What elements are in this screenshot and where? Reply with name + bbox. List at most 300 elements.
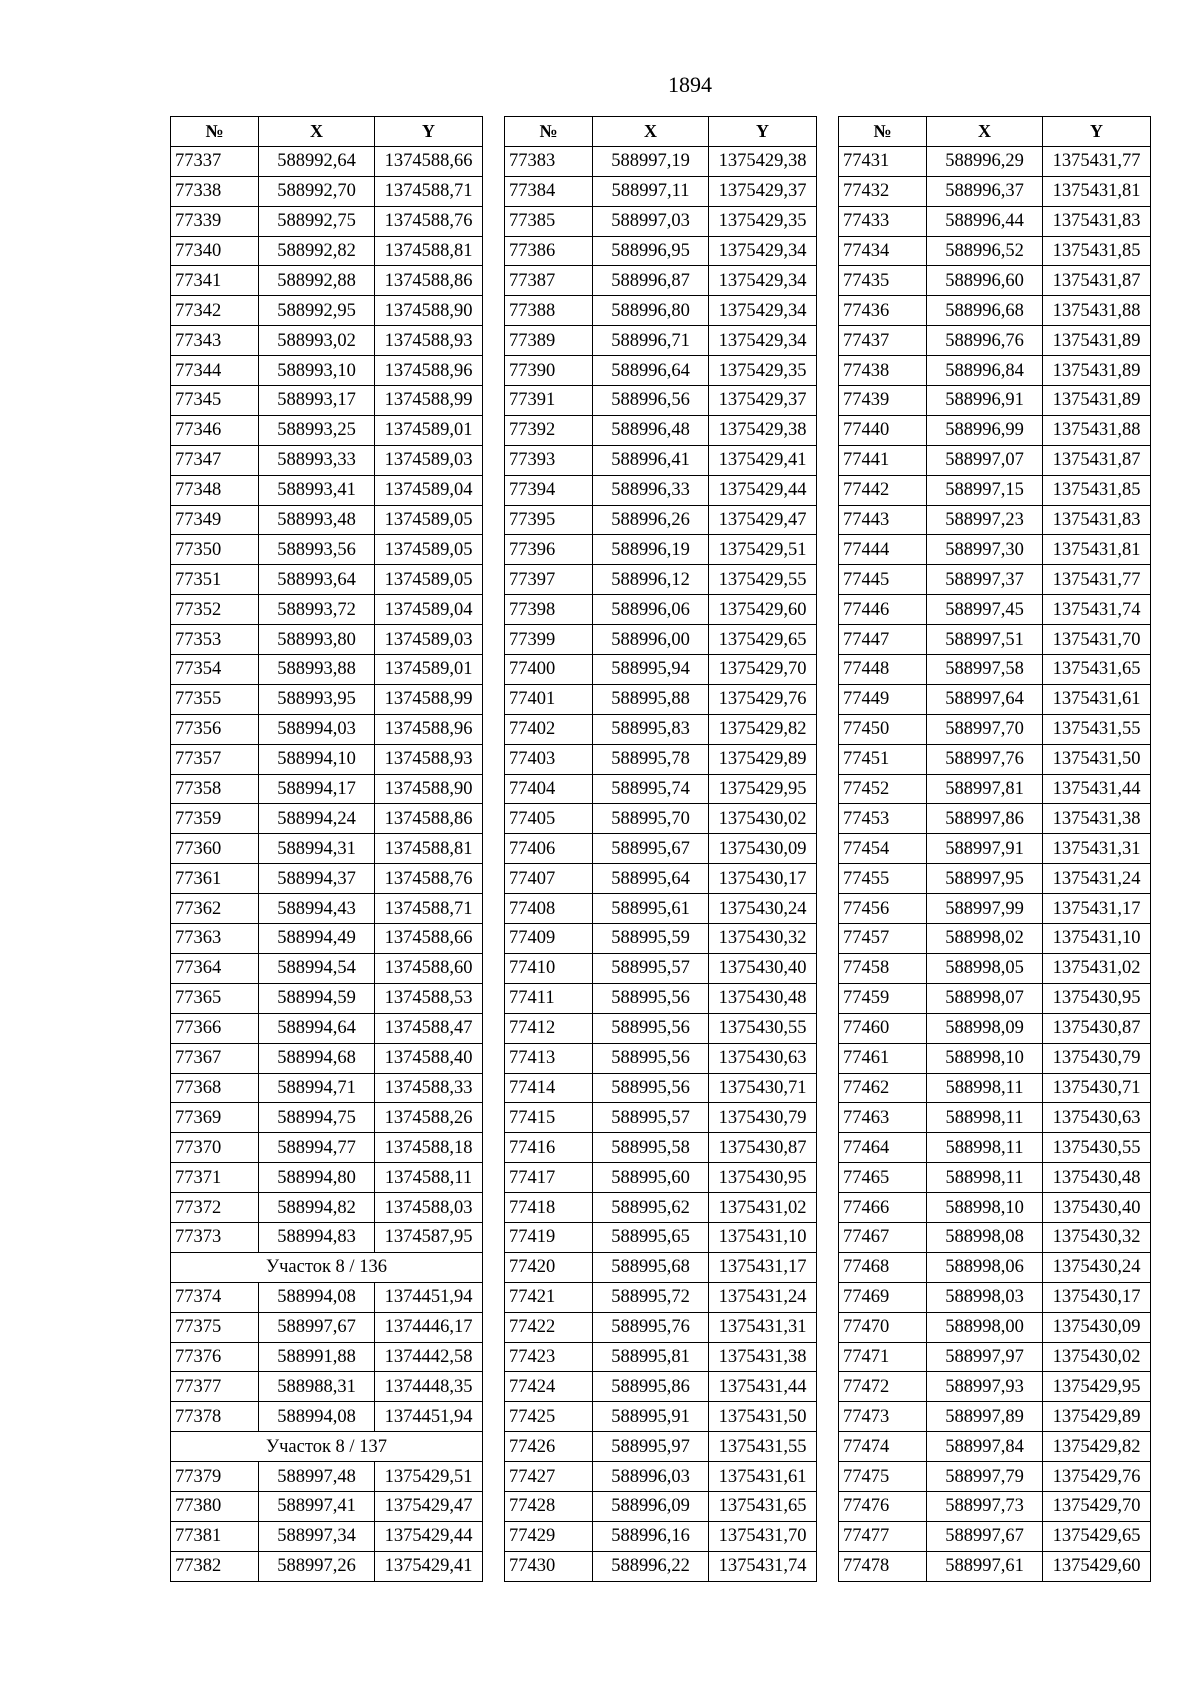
y-coordinate-cell: 1374588,86	[375, 266, 483, 296]
y-coordinate-cell: 1375431,77	[1043, 146, 1151, 176]
x-coordinate-cell: 588995,94	[593, 655, 709, 685]
x-coordinate-cell: 588994,24	[259, 804, 375, 834]
table-row	[505, 415, 817, 445]
y-coordinate-cell: 1374588,40	[375, 1043, 483, 1073]
table-row	[171, 505, 483, 535]
point-number-cell: 77466	[839, 1193, 927, 1223]
y-coordinate-cell: 1374589,04	[375, 475, 483, 505]
point-number-cell: 77393	[505, 445, 593, 475]
table-row	[171, 176, 483, 206]
table-row	[171, 684, 483, 714]
table-row	[839, 206, 1151, 236]
y-coordinate-cell: 1375430,55	[1043, 1133, 1151, 1163]
column-header-y: Y	[709, 117, 817, 147]
x-coordinate-cell: 588994,31	[259, 834, 375, 864]
x-coordinate-cell: 588992,64	[259, 146, 375, 176]
point-number-cell: 77419	[505, 1222, 593, 1252]
y-coordinate-cell: 1375431,70	[709, 1521, 817, 1551]
point-number-cell: 77476	[839, 1491, 927, 1521]
table-row	[839, 1073, 1151, 1103]
y-coordinate-cell: 1374589,01	[375, 415, 483, 445]
point-number-cell: 77364	[171, 953, 259, 983]
table-row	[171, 146, 483, 176]
table-row	[505, 894, 817, 924]
y-coordinate-cell: 1375429,47	[709, 505, 817, 535]
point-number-cell: 77427	[505, 1462, 593, 1492]
y-coordinate-cell: 1375431,83	[1043, 206, 1151, 236]
x-coordinate-cell: 588996,26	[593, 505, 709, 535]
table-row	[171, 953, 483, 983]
point-number-cell: 77453	[839, 804, 927, 834]
x-coordinate-cell: 588995,88	[593, 684, 709, 714]
y-coordinate-cell: 1374588,26	[375, 1103, 483, 1133]
point-number-cell: 77411	[505, 983, 593, 1013]
y-coordinate-cell: 1374589,04	[375, 595, 483, 625]
point-number-cell: 77455	[839, 864, 927, 894]
x-coordinate-cell: 588995,59	[593, 924, 709, 954]
y-coordinate-cell: 1375429,76	[1043, 1462, 1151, 1492]
table-row	[839, 804, 1151, 834]
x-coordinate-cell: 588995,64	[593, 864, 709, 894]
x-coordinate-cell: 588995,74	[593, 774, 709, 804]
x-coordinate-cell: 588992,70	[259, 176, 375, 206]
x-coordinate-cell: 588996,00	[593, 625, 709, 655]
point-number-cell: 77350	[171, 535, 259, 565]
x-coordinate-cell: 588995,81	[593, 1342, 709, 1372]
table-row	[839, 1462, 1151, 1492]
y-coordinate-cell: 1375429,34	[709, 266, 817, 296]
x-coordinate-cell: 588995,67	[593, 834, 709, 864]
y-coordinate-cell: 1375431,50	[709, 1402, 817, 1432]
point-number-cell: 77349	[171, 505, 259, 535]
x-coordinate-cell: 588996,76	[927, 326, 1043, 356]
y-coordinate-cell: 1375431,38	[1043, 804, 1151, 834]
y-coordinate-cell: 1375429,82	[709, 714, 817, 744]
point-number-cell: 77460	[839, 1013, 927, 1043]
point-number-cell: 77369	[171, 1103, 259, 1133]
table-row	[839, 953, 1151, 983]
point-number-cell: 77375	[171, 1312, 259, 1342]
table-row	[171, 206, 483, 236]
y-coordinate-cell: 1374588,96	[375, 714, 483, 744]
point-number-cell: 77408	[505, 894, 593, 924]
y-coordinate-cell: 1375430,87	[1043, 1013, 1151, 1043]
y-coordinate-cell: 1375429,65	[1043, 1521, 1151, 1551]
y-coordinate-cell: 1375430,17	[1043, 1282, 1151, 1312]
y-coordinate-cell: 1375431,44	[709, 1372, 817, 1402]
point-number-cell: 77467	[839, 1222, 927, 1252]
table-row	[839, 924, 1151, 954]
point-number-cell: 77392	[505, 415, 593, 445]
table-row	[171, 415, 483, 445]
y-coordinate-cell: 1374588,66	[375, 924, 483, 954]
point-number-cell: 77449	[839, 684, 927, 714]
x-coordinate-cell: 588993,02	[259, 326, 375, 356]
x-coordinate-cell: 588994,75	[259, 1103, 375, 1133]
y-coordinate-cell: 1374589,05	[375, 505, 483, 535]
y-coordinate-cell: 1374588,81	[375, 834, 483, 864]
table-row	[839, 1222, 1151, 1252]
y-coordinate-cell: 1374587,95	[375, 1222, 483, 1252]
x-coordinate-cell: 588997,11	[593, 176, 709, 206]
y-coordinate-cell: 1375429,35	[709, 206, 817, 236]
point-number-cell: 77342	[171, 296, 259, 326]
table-row	[505, 445, 817, 475]
y-coordinate-cell: 1374588,66	[375, 146, 483, 176]
y-coordinate-cell: 1375430,48	[709, 983, 817, 1013]
point-number-cell: 77381	[171, 1521, 259, 1551]
point-number-cell: 77442	[839, 475, 927, 505]
table-row	[839, 1013, 1151, 1043]
point-number-cell: 77420	[505, 1252, 593, 1282]
y-coordinate-cell: 1375429,60	[709, 595, 817, 625]
table-row	[839, 1432, 1151, 1462]
x-coordinate-cell: 588996,60	[927, 266, 1043, 296]
point-number-cell: 77456	[839, 894, 927, 924]
point-number-cell: 77440	[839, 415, 927, 445]
table-row	[171, 1551, 483, 1581]
y-coordinate-cell: 1375431,24	[1043, 864, 1151, 894]
x-coordinate-cell: 588996,84	[927, 356, 1043, 386]
table-row	[171, 1402, 483, 1432]
point-number-cell: 77394	[505, 475, 593, 505]
x-coordinate-cell: 588996,06	[593, 595, 709, 625]
table-row	[839, 386, 1151, 416]
x-coordinate-cell: 588998,08	[927, 1222, 1043, 1252]
y-coordinate-cell: 1374451,94	[375, 1282, 483, 1312]
table-row	[171, 326, 483, 356]
y-coordinate-cell: 1374589,03	[375, 625, 483, 655]
y-coordinate-cell: 1375431,85	[1043, 475, 1151, 505]
table-row	[171, 744, 483, 774]
table-row	[839, 505, 1151, 535]
table-row	[171, 625, 483, 655]
point-number-cell: 77416	[505, 1133, 593, 1163]
point-number-cell: 77409	[505, 924, 593, 954]
table-row	[505, 386, 817, 416]
y-coordinate-cell: 1375429,51	[709, 535, 817, 565]
point-number-cell: 77459	[839, 983, 927, 1013]
table-row	[505, 1432, 817, 1462]
x-coordinate-cell: 588996,19	[593, 535, 709, 565]
point-number-cell: 77391	[505, 386, 593, 416]
column-header-no: №	[171, 117, 259, 147]
point-number-cell: 77355	[171, 684, 259, 714]
point-number-cell: 77443	[839, 505, 927, 535]
table-row	[171, 1133, 483, 1163]
point-number-cell: 77388	[505, 296, 593, 326]
point-number-cell: 77379	[171, 1462, 259, 1492]
table-row	[505, 924, 817, 954]
x-coordinate-cell: 588996,99	[927, 415, 1043, 445]
x-coordinate-cell: 588995,97	[593, 1432, 709, 1462]
point-number-cell: 77431	[839, 146, 927, 176]
table-row	[171, 864, 483, 894]
x-coordinate-cell: 588997,03	[593, 206, 709, 236]
table-row	[839, 475, 1151, 505]
y-coordinate-cell: 1375429,37	[709, 386, 817, 416]
x-coordinate-cell: 588994,82	[259, 1193, 375, 1223]
y-coordinate-cell: 1374588,18	[375, 1133, 483, 1163]
x-coordinate-cell: 588992,75	[259, 206, 375, 236]
table-row	[171, 894, 483, 924]
y-coordinate-cell: 1375430,95	[1043, 983, 1151, 1013]
x-coordinate-cell: 588997,99	[927, 894, 1043, 924]
point-number-cell: 77385	[505, 206, 593, 236]
table-row	[171, 565, 483, 595]
y-coordinate-cell: 1375429,41	[709, 445, 817, 475]
table-row	[505, 1491, 817, 1521]
table-row	[505, 1312, 817, 1342]
x-coordinate-cell: 588995,56	[593, 983, 709, 1013]
table-row	[839, 983, 1151, 1013]
table-row	[839, 625, 1151, 655]
table-row	[505, 1043, 817, 1073]
y-coordinate-cell: 1375431,61	[709, 1462, 817, 1492]
x-coordinate-cell: 588994,08	[259, 1402, 375, 1432]
x-coordinate-cell: 588993,33	[259, 445, 375, 475]
x-coordinate-cell: 588997,97	[927, 1342, 1043, 1372]
table-row	[505, 1073, 817, 1103]
table-row	[505, 1222, 817, 1252]
x-coordinate-cell: 588994,68	[259, 1043, 375, 1073]
table-row	[839, 565, 1151, 595]
y-coordinate-cell: 1375431,88	[1043, 415, 1151, 445]
table-row	[839, 744, 1151, 774]
x-coordinate-cell: 588997,45	[927, 595, 1043, 625]
point-number-cell: 77406	[505, 834, 593, 864]
point-number-cell: 77405	[505, 804, 593, 834]
point-number-cell: 77438	[839, 356, 927, 386]
point-number-cell: 77362	[171, 894, 259, 924]
point-number-cell: 77433	[839, 206, 927, 236]
y-coordinate-cell: 1375430,48	[1043, 1163, 1151, 1193]
x-coordinate-cell: 588997,86	[927, 804, 1043, 834]
table-row	[505, 535, 817, 565]
table-body	[839, 146, 1151, 1581]
point-number-cell: 77341	[171, 266, 259, 296]
table-row	[171, 266, 483, 296]
table-row	[839, 1043, 1151, 1073]
x-coordinate-cell: 588996,03	[593, 1462, 709, 1492]
table-row	[505, 565, 817, 595]
x-coordinate-cell: 588998,05	[927, 953, 1043, 983]
point-number-cell: 77469	[839, 1282, 927, 1312]
x-coordinate-cell: 588997,79	[927, 1462, 1043, 1492]
table-row	[171, 1521, 483, 1551]
point-number-cell: 77432	[839, 176, 927, 206]
table-row	[839, 1372, 1151, 1402]
point-number-cell: 77436	[839, 296, 927, 326]
point-number-cell: 77404	[505, 774, 593, 804]
x-coordinate-cell: 588992,95	[259, 296, 375, 326]
y-coordinate-cell: 1375430,24	[709, 894, 817, 924]
table-row	[171, 983, 483, 1013]
table-row	[839, 595, 1151, 625]
x-coordinate-cell: 588997,89	[927, 1402, 1043, 1432]
table-row	[505, 774, 817, 804]
y-coordinate-cell: 1375431,55	[1043, 714, 1151, 744]
point-number-cell: 77471	[839, 1342, 927, 1372]
y-coordinate-cell: 1375430,32	[709, 924, 817, 954]
x-coordinate-cell: 588995,65	[593, 1222, 709, 1252]
y-coordinate-cell: 1375431,65	[1043, 655, 1151, 685]
point-number-cell: 77339	[171, 206, 259, 236]
x-coordinate-cell: 588991,88	[259, 1342, 375, 1372]
x-coordinate-cell: 588996,33	[593, 475, 709, 505]
x-coordinate-cell: 588995,86	[593, 1372, 709, 1402]
y-coordinate-cell: 1374588,99	[375, 386, 483, 416]
table-row	[839, 1521, 1151, 1551]
point-number-cell: 77474	[839, 1432, 927, 1462]
point-number-cell: 77410	[505, 953, 593, 983]
point-number-cell: 77418	[505, 1193, 593, 1223]
point-number-cell: 77359	[171, 804, 259, 834]
x-coordinate-cell: 588997,70	[927, 714, 1043, 744]
point-number-cell: 77477	[839, 1521, 927, 1551]
x-coordinate-cell: 588994,37	[259, 864, 375, 894]
y-coordinate-cell: 1375431,44	[1043, 774, 1151, 804]
x-coordinate-cell: 588998,11	[927, 1073, 1043, 1103]
x-coordinate-cell: 588997,26	[259, 1551, 375, 1581]
point-number-cell: 77478	[839, 1551, 927, 1581]
table-row	[171, 655, 483, 685]
y-coordinate-cell: 1375429,70	[1043, 1491, 1151, 1521]
x-coordinate-cell: 588997,67	[927, 1521, 1043, 1551]
table-row	[839, 445, 1151, 475]
y-coordinate-cell: 1374588,03	[375, 1193, 483, 1223]
x-coordinate-cell: 588998,00	[927, 1312, 1043, 1342]
point-number-cell: 77472	[839, 1372, 927, 1402]
table-row	[839, 1252, 1151, 1282]
x-coordinate-cell: 588995,60	[593, 1163, 709, 1193]
table-row	[839, 1193, 1151, 1223]
x-coordinate-cell: 588998,11	[927, 1103, 1043, 1133]
x-coordinate-cell: 588998,11	[927, 1133, 1043, 1163]
point-number-cell: 77473	[839, 1402, 927, 1432]
table-row	[505, 953, 817, 983]
y-coordinate-cell: 1375431,02	[1043, 953, 1151, 983]
table-row	[839, 266, 1151, 296]
x-coordinate-cell: 588996,64	[593, 356, 709, 386]
point-number-cell: 77338	[171, 176, 259, 206]
x-coordinate-cell: 588988,31	[259, 1372, 375, 1402]
point-number-cell: 77448	[839, 655, 927, 685]
x-coordinate-cell: 588995,78	[593, 744, 709, 774]
table-row	[839, 1402, 1151, 1432]
point-number-cell: 77426	[505, 1432, 593, 1462]
table-header	[839, 117, 1151, 147]
table-row	[839, 236, 1151, 266]
x-coordinate-cell: 588998,09	[927, 1013, 1043, 1043]
table-row	[505, 1372, 817, 1402]
point-number-cell: 77434	[839, 236, 927, 266]
y-coordinate-cell: 1374588,90	[375, 774, 483, 804]
y-coordinate-cell: 1375429,95	[1043, 1372, 1151, 1402]
point-number-cell: 77347	[171, 445, 259, 475]
y-coordinate-cell: 1375429,70	[709, 655, 817, 685]
x-coordinate-cell: 588993,48	[259, 505, 375, 535]
x-coordinate-cell: 588995,56	[593, 1073, 709, 1103]
coordinates-table-3	[838, 116, 1151, 1582]
point-number-cell: 77384	[505, 176, 593, 206]
x-coordinate-cell: 588992,88	[259, 266, 375, 296]
table-row	[505, 834, 817, 864]
x-coordinate-cell: 588995,56	[593, 1013, 709, 1043]
x-coordinate-cell: 588994,59	[259, 983, 375, 1013]
section-label: Участок 8 / 137	[171, 1432, 483, 1462]
x-coordinate-cell: 588995,56	[593, 1043, 709, 1073]
point-number-cell: 77413	[505, 1043, 593, 1073]
y-coordinate-cell: 1375429,35	[709, 356, 817, 386]
point-number-cell: 77383	[505, 146, 593, 176]
point-number-cell: 77399	[505, 625, 593, 655]
point-number-cell: 77465	[839, 1163, 927, 1193]
point-number-cell: 77340	[171, 236, 259, 266]
point-number-cell: 77366	[171, 1013, 259, 1043]
point-number-cell: 77387	[505, 266, 593, 296]
point-number-cell: 77365	[171, 983, 259, 1013]
x-coordinate-cell: 588993,41	[259, 475, 375, 505]
x-coordinate-cell: 588993,10	[259, 356, 375, 386]
x-coordinate-cell: 588997,48	[259, 1462, 375, 1492]
table-body	[505, 146, 817, 1581]
table-row	[171, 1342, 483, 1372]
point-number-cell: 77475	[839, 1462, 927, 1492]
x-coordinate-cell: 588997,15	[927, 475, 1043, 505]
y-coordinate-cell: 1375429,44	[709, 475, 817, 505]
section-row	[171, 1432, 483, 1462]
point-number-cell: 77343	[171, 326, 259, 356]
table-row	[505, 983, 817, 1013]
point-number-cell: 77357	[171, 744, 259, 774]
y-coordinate-cell: 1375431,74	[1043, 595, 1151, 625]
table-row	[171, 1103, 483, 1133]
point-number-cell: 77344	[171, 356, 259, 386]
point-number-cell: 77445	[839, 565, 927, 595]
x-coordinate-cell: 588997,91	[927, 834, 1043, 864]
point-number-cell: 77337	[171, 146, 259, 176]
y-coordinate-cell: 1374588,60	[375, 953, 483, 983]
point-number-cell: 77360	[171, 834, 259, 864]
y-coordinate-cell: 1374588,93	[375, 744, 483, 774]
y-coordinate-cell: 1374588,96	[375, 356, 483, 386]
point-number-cell: 77439	[839, 386, 927, 416]
point-number-cell: 77464	[839, 1133, 927, 1163]
table-header	[505, 117, 817, 147]
y-coordinate-cell: 1375430,24	[1043, 1252, 1151, 1282]
point-number-cell: 77452	[839, 774, 927, 804]
table-row	[505, 804, 817, 834]
x-coordinate-cell: 588996,44	[927, 206, 1043, 236]
point-number-cell: 77395	[505, 505, 593, 535]
x-coordinate-cell: 588993,56	[259, 535, 375, 565]
coordinates-table-1	[170, 116, 483, 1582]
point-number-cell: 77435	[839, 266, 927, 296]
table-row	[839, 1163, 1151, 1193]
table-row	[171, 1043, 483, 1073]
x-coordinate-cell: 588996,29	[927, 146, 1043, 176]
x-coordinate-cell: 588997,34	[259, 1521, 375, 1551]
table-row	[839, 834, 1151, 864]
table-row	[505, 296, 817, 326]
y-coordinate-cell: 1374589,05	[375, 535, 483, 565]
point-number-cell: 77462	[839, 1073, 927, 1103]
y-coordinate-cell: 1375430,71	[1043, 1073, 1151, 1103]
y-coordinate-cell: 1374589,01	[375, 655, 483, 685]
table-row	[505, 655, 817, 685]
x-coordinate-cell: 588994,03	[259, 714, 375, 744]
